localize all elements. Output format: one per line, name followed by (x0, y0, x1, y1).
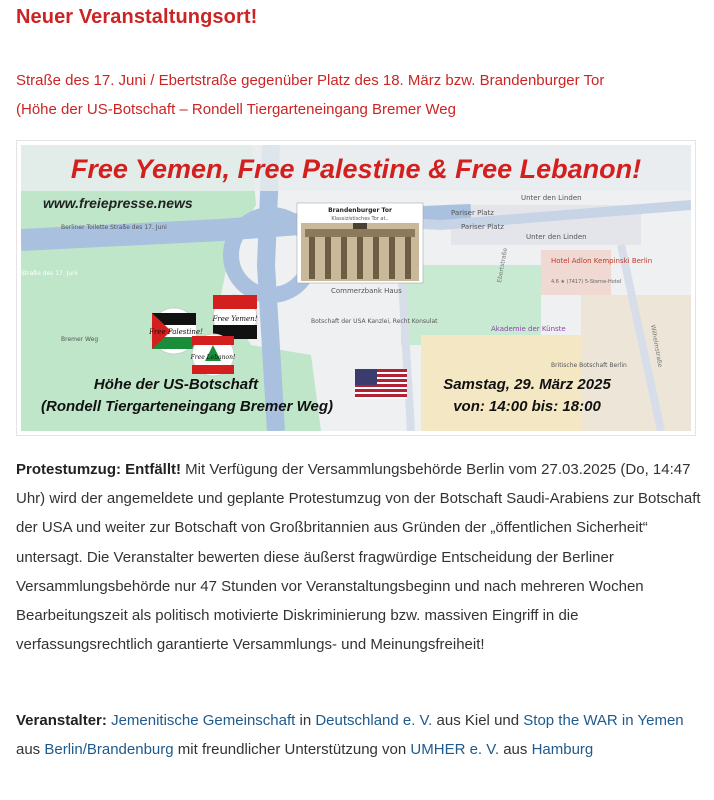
map-label-wilhelmstrasse: Wilhelmstraße (649, 324, 664, 368)
venue-address-line-2: (Höhe der US-Botschaft – Rondell Tiergarteneingang Bremer Weg (16, 101, 456, 118)
link-hamburg[interactable]: Hamburg (531, 741, 594, 759)
map-label-hotel-adlon-sub: 4.6 ★ (7417) 5-Sterne-Hotel (551, 279, 622, 285)
link-jemenitische-gemeinschaft[interactable]: Jemenitische Gemeinschaft (111, 712, 296, 729)
map-label-pariser-platz-2: Pariser Platz (461, 223, 504, 231)
map-label-unter-den-linden-2: Unter den Linden (526, 233, 587, 241)
flyer-time: von: 14:00 bis: 18:00 (453, 398, 601, 415)
link-umher-ev[interactable]: UMHER e. V. (410, 741, 500, 759)
map-label-akademie: Akademie der Künste (491, 325, 566, 333)
map-label-british-embassy: Britische Botschaft Berlin (551, 362, 627, 369)
event-flyer-image[interactable] (16, 140, 696, 436)
map-label-unter-den-linden-1: Unter den Linden (521, 194, 582, 202)
map-label-toilet: Berliner Toilette Straße des 17. Juni (61, 224, 167, 231)
flyer-location-line-2: (Rondell Tiergarteneingang Bremer Weg) (41, 398, 333, 415)
organizers-text-in: in (295, 712, 316, 729)
gate-title: Brandenburger Tor (328, 207, 392, 214)
flyer-date: Samstag, 29. März 2025 (443, 376, 611, 393)
organizers-text-und: und (489, 712, 524, 729)
flyer-location-line-1: Höhe der US-Botschaft (93, 376, 259, 393)
organizers-paragraph (16, 706, 706, 764)
map-label-strasse-17-juni: Straße des 17. Juni (21, 270, 78, 277)
venue-address (16, 66, 706, 124)
brandenburg-gate-photo (297, 203, 423, 283)
map-label-ebertstrasse: Ebertstraße (496, 247, 510, 284)
protest-text: Mit Verfügung der Versammlungsbehörde Berlin vom 27.03.2025 (Do, 14:47 Uhr) wird der angemeldete und geplante Protestumzug von der Botschaft Saudi-Arabiens zur Botschaft der USA und weiter zur Botschaft von Großbritannien aus Gründen der „öffentlichen Sicherheit“ untersagt. Die Veranstalter bewerten diese äußerst fragwürdige Entscheidung der Berliner Versammlungsbehörde nur 47 Stunden vor Veranstaltungsbeginn und nach mehreren Wochen Bearbeitungszeit als politisch motivierte Diskriminierung bzw. massiven Eingriff in die verfassungsrechtlich garantierte Versammlungs- und Meinungsfreiheit! (16, 461, 701, 654)
map-label-commerzbank: Commerzbank Haus (331, 287, 402, 295)
link-stop-the-war-in-yemen[interactable]: Stop the WAR in Yemen (523, 712, 684, 729)
badge-lebanon-text: Free Lebanon! (190, 354, 236, 361)
organizers-text-aus: aus (16, 741, 45, 759)
flyer-map-graphic (21, 145, 691, 431)
protest-label: Protestumzug: Entfällt! (16, 461, 181, 478)
page-heading: Neuer Veranstaltungsort! (16, 6, 258, 28)
badge-yemen-text: Free Yemen! (212, 315, 258, 323)
organizers-text-support: mit freundlicher Unterstützung von (173, 741, 411, 759)
flyer-website: www.freiepresse.news (43, 195, 193, 211)
link-deutschland-ev[interactable]: Deutschland e. V. (315, 712, 433, 729)
badge-free-lebanon (190, 334, 236, 376)
us-flag-icon (355, 369, 407, 399)
map-label-pariser-platz-1: Pariser Platz (451, 209, 494, 217)
map-label-bremer-weg: Bremer Weg (61, 336, 99, 343)
map-label-hotel-adlon: Hotel Adlon Kempinski Berlin (551, 257, 653, 265)
organizers-label: Veranstalter: (16, 712, 107, 729)
map-label-us-embassy: Botschaft der USA Kanzlei, Recht Konsulat (311, 318, 438, 325)
organizers-text-aus-3: aus (499, 741, 532, 759)
organizers-text-aus-kiel: aus Kiel (432, 712, 490, 729)
flyer-headline: Free Yemen, Free Palestine & Free Lebanon! (70, 154, 642, 184)
link-berlin-brandenburg[interactable]: Berlin/Brandenburg (44, 741, 174, 759)
gate-subtitle: Klassizistisches Tor at.. (331, 216, 389, 222)
protest-paragraph (16, 455, 706, 659)
badge-free-yemen (212, 295, 258, 339)
badge-palestine-text: Free Palestine! (149, 328, 203, 336)
venue-address-line-1: Straße des 17. Juni / Ebertstraße gegenüber Platz des 18. März bzw. Brandenburger Tor (16, 72, 605, 89)
